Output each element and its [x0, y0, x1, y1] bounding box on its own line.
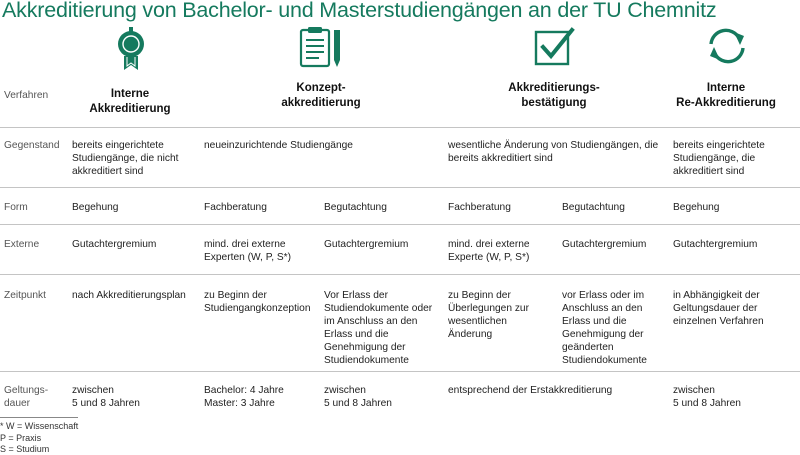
cell-externe-best-b: Gutachtergremium	[562, 239, 647, 250]
cell-geltungsdauer-bestaetigung: entsprechend der Erstakkreditierung	[448, 385, 613, 396]
row-divider	[0, 371, 800, 372]
footnote-s: S = Studium	[0, 444, 50, 454]
cell-zeitpunkt-konzept-a: zu Beginn der Studiengangkonzeption	[204, 290, 311, 314]
cell-form-interne: Begehung	[72, 202, 119, 213]
row-label-form: Form	[4, 202, 28, 213]
cell-form-reakk: Begehung	[673, 202, 720, 213]
cell-zeitpunkt-reakk: in Abhängigkeit der Geltungsdauer der einzelnen Verfahren	[673, 290, 764, 327]
cell-geltungsdauer-reakk: zwischen 5 und 8 Jahren	[673, 385, 741, 409]
footnote-p: P = Praxis	[0, 433, 42, 443]
checkbox-check-icon	[534, 27, 576, 72]
footnote-divider	[0, 417, 78, 418]
seal-icon	[114, 26, 148, 77]
cell-geltungsdauer-konzept-a: Bachelor: 4 Jahre Master: 3 Jahre	[204, 385, 284, 409]
cell-geltungsdauer-konzept-b: zwischen 5 und 8 Jahren	[324, 385, 392, 409]
cell-form-best-a: Fachberatung	[448, 202, 511, 213]
cell-zeitpunkt-interne: nach Akkreditierungsplan	[72, 290, 186, 301]
cell-externe-konzept-a: mind. drei externe Experten (W, P, S*)	[204, 239, 292, 263]
column-header-interne-akkreditierung: Interne Akkreditierung	[89, 88, 171, 115]
column-header-akkreditierungsbestaetigung: Akkreditierungs- bestätigung	[508, 82, 600, 109]
cell-zeitpunkt-best-a: zu Beginn der Überlegungen zur wesentlichen Änderung	[448, 290, 529, 340]
cell-gegenstand-konzept: neueinzurichtende Studiengänge	[204, 140, 353, 151]
cell-zeitpunkt-best-b: vor Erlass oder im Anschluss an den Erlass und die Genehmigung der geänderten Studiendokumente	[562, 290, 647, 366]
cell-externe-konzept-b: Gutachtergremium	[324, 239, 409, 250]
cell-gegenstand-interne: bereits eingerichtete Studiengänge, die nicht akkreditiert sind	[72, 140, 179, 177]
row-label-externe: Externe	[4, 239, 40, 250]
column-header-interne-reakkreditierung: Interne Re-Akkreditierung	[676, 82, 776, 109]
cell-form-konzept-b: Begutachtung	[324, 202, 387, 213]
row-label-gegenstand: Gegenstand	[4, 140, 60, 151]
row-label-zeitpunkt: Zeitpunkt	[4, 290, 46, 301]
row-divider	[0, 224, 800, 225]
row-divider	[0, 187, 800, 188]
cell-gegenstand-bestaetigung: wesentliche Änderung von Studiengängen, die bereits akkreditiert sind	[448, 140, 659, 164]
row-label-verfahren: Verfahren	[4, 90, 49, 101]
cell-gegenstand-reakk: bereits eingerichtete Studiengänge, die akkreditiert sind	[673, 140, 765, 177]
cell-form-konzept-a: Fachberatung	[204, 202, 267, 213]
cell-geltungsdauer-interne: zwischen 5 und 8 Jahren	[72, 385, 140, 409]
cell-externe-reakk: Gutachtergremium	[673, 239, 758, 250]
row-divider	[0, 127, 800, 128]
cell-form-best-b: Begutachtung	[562, 202, 625, 213]
cell-externe-best-a: mind. drei externe Experte (W, P, S*)	[448, 239, 530, 263]
row-label-geltungsdauer: Geltungs- dauer	[4, 385, 49, 409]
row-divider	[0, 274, 800, 275]
cell-zeitpunkt-konzept-b: Vor Erlass der Studiendokumente oder im Anschluss an den Erlass und die Genehmigung der Studiendokumente	[324, 290, 433, 366]
cell-externe-interne: Gutachtergremium	[72, 239, 157, 250]
clipboard-pencil-icon	[299, 26, 345, 75]
column-header-konzeptakkreditierung: Konzept- akkreditierung	[281, 82, 361, 109]
footnote-w: * W = Wissenschaft	[0, 421, 79, 431]
page-title: Akkreditierung von Bachelor- und Masterstudiengängen an der TU Chemnitz	[2, 0, 717, 22]
refresh-cycle-icon	[703, 26, 751, 71]
